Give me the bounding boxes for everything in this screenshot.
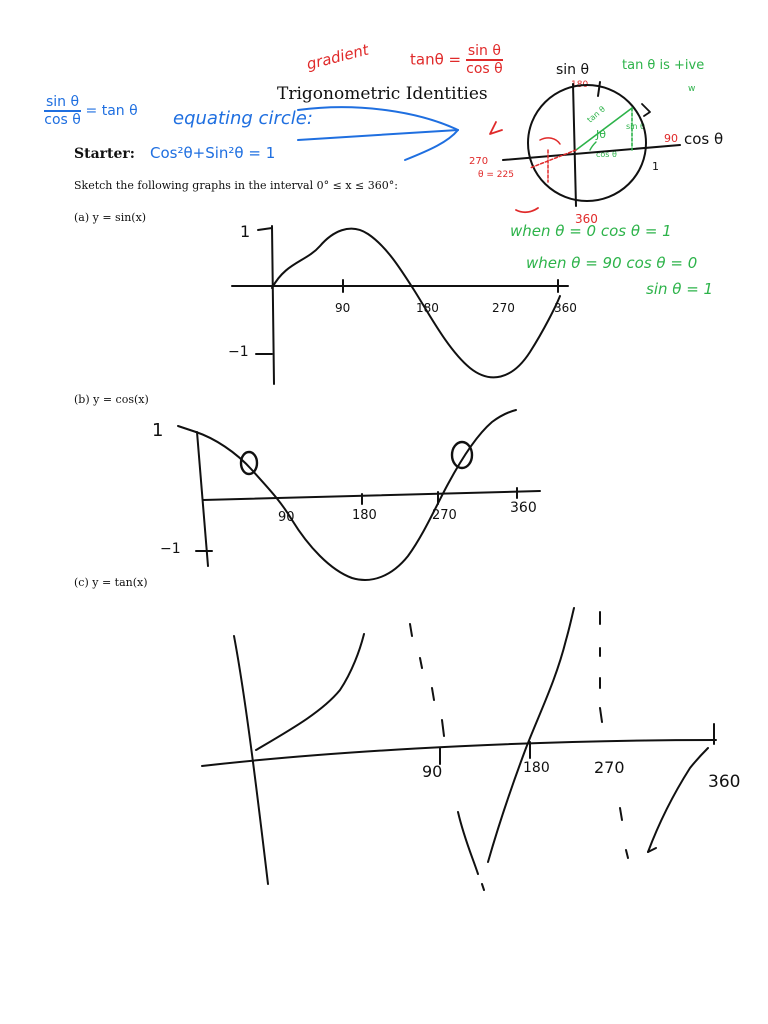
- radius-line: [576, 108, 632, 150]
- cos-y-top-label: 1: [152, 420, 164, 441]
- cos-tick-270: 270: [432, 508, 457, 523]
- inner-theta-label: Jθ: [596, 128, 606, 141]
- sin-tick-270: 270: [492, 301, 515, 315]
- red-arrow-bottom: [516, 208, 538, 212]
- tan-x-axis: [202, 740, 716, 766]
- black-arrow-right: [642, 104, 650, 116]
- tan-tick-270: 270: [594, 758, 625, 777]
- deg-90-label: 90: [664, 132, 678, 145]
- inner-cos-label: cos θ: [596, 150, 617, 159]
- cos-tick-180: 180: [352, 508, 377, 523]
- sin-tick-180: 180: [416, 301, 439, 315]
- gradient-note: gradient: [304, 40, 371, 74]
- inner-tan-label: tan θ: [585, 104, 608, 125]
- sin-tick-90: 90: [335, 301, 351, 315]
- identity-denominator: cos θ: [44, 112, 81, 128]
- blue-arrow-upper: [298, 107, 458, 130]
- identity-rhs: = tan θ: [85, 103, 138, 119]
- unit-circle-y-axis: [573, 84, 576, 206]
- sin-axis-label: sin θ: [556, 62, 590, 78]
- red-arrow-left: [490, 122, 502, 134]
- unit-one-right: 1: [652, 160, 659, 173]
- sin-y-top-label: 1: [240, 222, 251, 241]
- cos-x-axis: [203, 491, 540, 500]
- equating-circle-note: equating circle:: [173, 108, 313, 129]
- tan-branch-1: [256, 634, 364, 750]
- sin-y-axis: [272, 226, 274, 384]
- tan-asymptote-270-lower: [620, 808, 628, 858]
- tan-positive-note: tan θ is +ive: [622, 58, 705, 73]
- blue-arrow-lower: [405, 130, 458, 160]
- cos-axis-label: cos θ: [684, 130, 724, 148]
- tan-branch-3: [648, 748, 708, 852]
- starter-label: Starter:: [74, 146, 135, 162]
- cos-highlight-point-2: [452, 442, 472, 468]
- cos-highlight-point-1: [241, 452, 257, 474]
- red-225-radius: [530, 150, 576, 168]
- starter-identity-handwriting: Cos²θ+Sin²θ = 1: [150, 144, 276, 162]
- identity-numerator: sin θ: [46, 94, 80, 110]
- theta-225-label: θ = 225: [478, 170, 514, 180]
- page-title: Trigonometric Identities: [277, 84, 488, 104]
- blue-arrow-head: [298, 130, 458, 140]
- sin-y-top-tick: [258, 228, 272, 230]
- unit-circle: [528, 85, 646, 201]
- tan-branch-2-lower: [458, 812, 484, 890]
- tan-eq-label: tanθ =: [410, 50, 462, 69]
- tan-branch-2-upper: [488, 608, 574, 862]
- tan-asymptote-90: [410, 624, 444, 736]
- cos-y-top-tick: [178, 426, 196, 432]
- tan-tick-360: 360: [708, 772, 741, 792]
- instruction-text: Sketch the following graphs in the interval 0° ≤ x ≤ 360°:: [74, 179, 398, 192]
- inner-sin-label: sin θ: [626, 122, 645, 131]
- sin-theta-1-note: sin θ = 1: [646, 280, 714, 298]
- angle-arc: [590, 142, 596, 150]
- deg-360-label: 360: [575, 212, 598, 226]
- red-225-arc: [540, 138, 560, 144]
- deg-270-label: 270: [469, 156, 489, 167]
- cos-tick-90: 90: [278, 510, 295, 525]
- question-c-label: (c) y = tan(x): [74, 576, 148, 589]
- deg-180-label: 180: [571, 80, 589, 90]
- sin-y-bottom-label: −1: [228, 344, 249, 360]
- question-a-label: (a) y = sin(x): [74, 211, 147, 224]
- tan-asymptote-270: [600, 612, 602, 722]
- tan-numerator: sin θ: [467, 43, 501, 59]
- when-theta-90-note: when θ = 90 cos θ = 0: [526, 254, 698, 272]
- w-mark: w: [688, 84, 696, 94]
- unit-circle-tick-top: [598, 82, 600, 96]
- question-b-label: (b) y = cos(x): [74, 393, 149, 406]
- cos-tick-360: 360: [510, 500, 537, 516]
- tan-denominator: cos θ: [466, 61, 503, 77]
- sin-tick-360: 360: [554, 301, 577, 315]
- tan-tick-90: 90: [422, 762, 443, 781]
- tan-tick-180: 180: [523, 760, 550, 776]
- cos-y-bottom-label: −1: [160, 541, 181, 557]
- when-theta-0-note: when θ = 0 cos θ = 1: [510, 222, 672, 240]
- sin-curve: [272, 229, 560, 378]
